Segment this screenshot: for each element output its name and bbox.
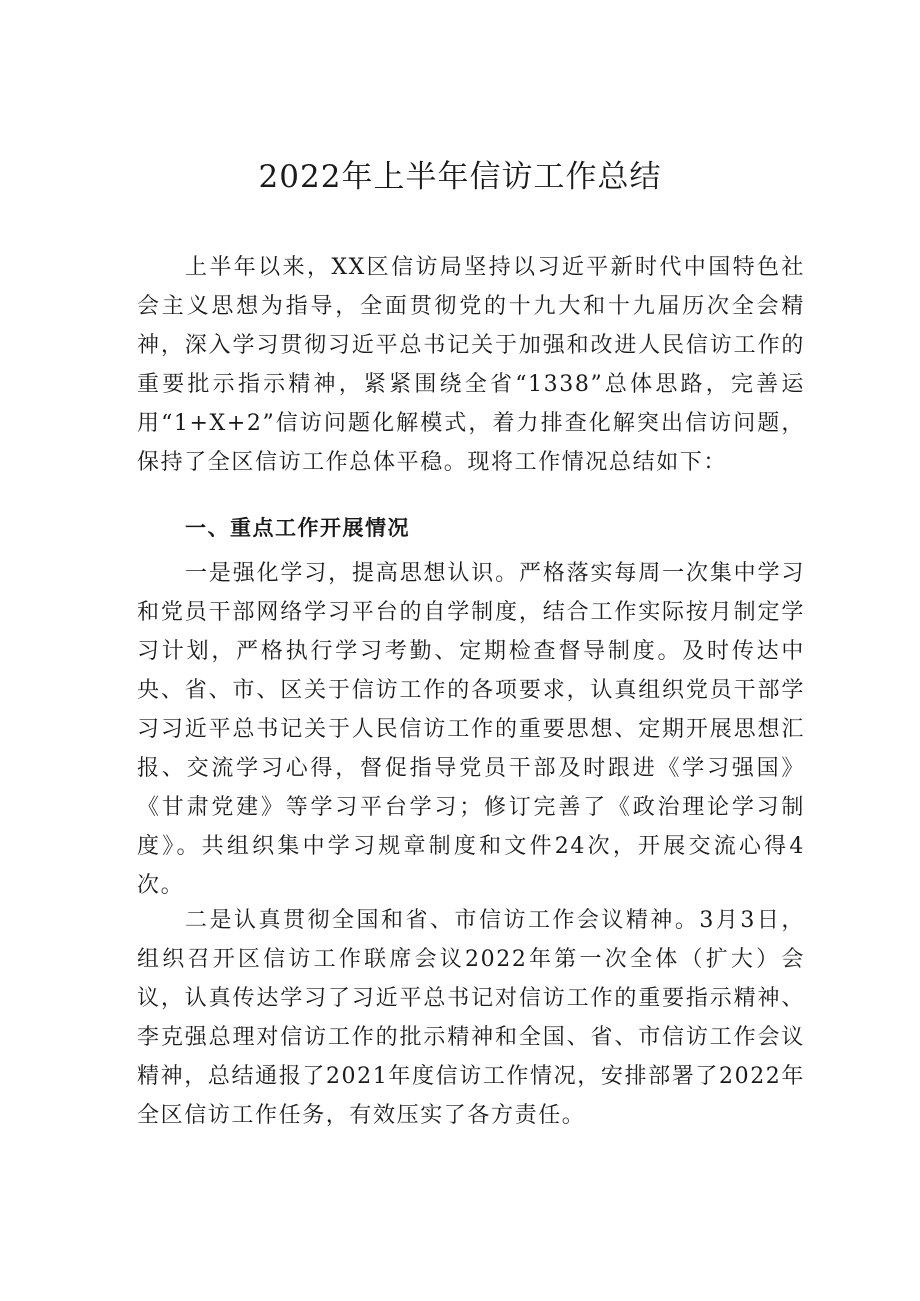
paragraph-study: 一是强化学习，提高思想认识。严格落实每周一次集中学习和党员干部网络学习平台的自学制度，结合工作实际按月制定学习计划，严格执行学习考勤、定期检查督导制度。及时传达中央、省、市、区关于信访工作的各项要求，认真组织党员干部学习习近平总书记关于人民信访工作的重要思想、定期开展思想汇报、交流学习心得，督促指导党员干部及时跟进《学习强国》《甘肃党建》等学习平台学习；修订完善了《政治理论学习制度》。共组织集中学习规章制度和文件24次，开展交流心得4次。: [137, 561, 805, 898]
intro-paragraph: 上半年以来，XX区信访局坚持以习近平新时代中国特色社会主义思想为指导，全面贯彻党的十九大和十九届历次全会精神，深入学习贯彻习近平总书记关于加强和改进人民信访工作的重要批示指示精神，紧紧围绕全省“1338”总体思路，完善运用“1+X+2”信访问题化解模式，着力排查化解突出信访问题，保持了全区信访工作总体平稳。现将工作情况总结如下：: [137, 255, 805, 475]
section-heading: 一、重点工作开展情况: [185, 516, 410, 540]
paragraph-meeting: 二是认真贯彻全国和省、市信访工作会议精神。3月3日，组织召开区信访工作联席会议2022年第一次全体（扩大）会议，认真传达学习了习近平总书记对信访工作的重要指示精神、李克强总理对信访工作的批示精神和全国、省、市信访工作会议精神，总结通报了2021年度信访工作情况，安排部署了2022年全区信访工作任务，有效压实了各方责任。: [137, 908, 805, 1128]
document-title: 2022年上半年信访工作总结: [258, 159, 662, 195]
